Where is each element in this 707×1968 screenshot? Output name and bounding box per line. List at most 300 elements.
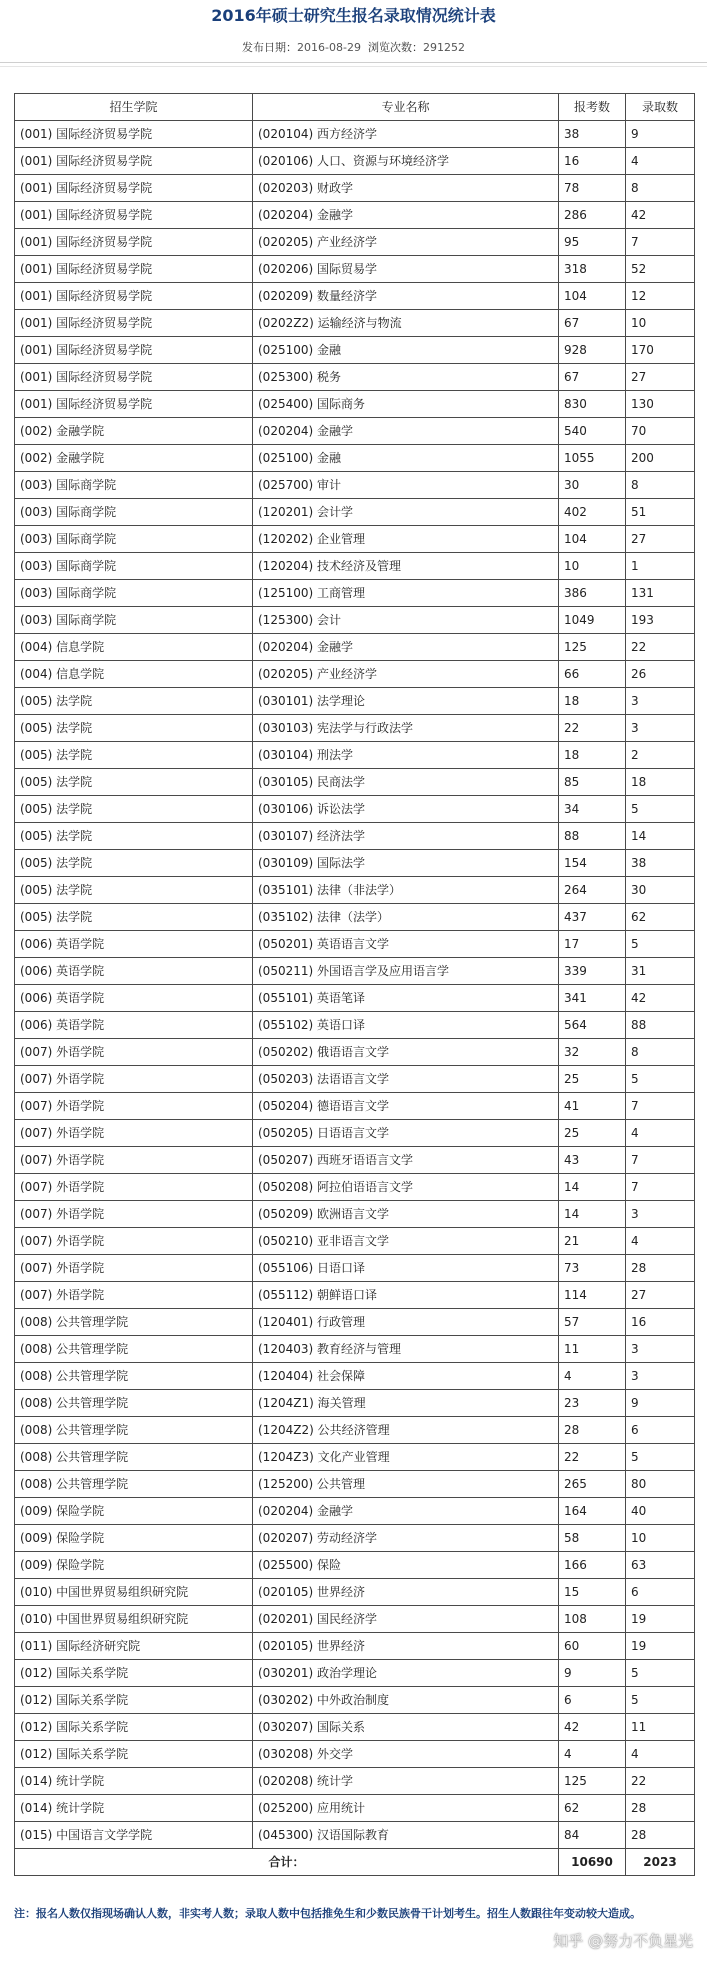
cell-major: (020205) 产业经济学	[253, 229, 559, 256]
cell-major: (020204) 金融学	[253, 418, 559, 445]
cell-admitted: 31	[626, 958, 695, 985]
cell-major: (055101) 英语笔译	[253, 985, 559, 1012]
table-row	[15, 607, 695, 634]
cell-admitted: 131	[626, 580, 695, 607]
published-date: 2016-08-29	[297, 41, 361, 54]
cell-admitted: 19	[626, 1606, 695, 1633]
cell-admitted: 2	[626, 742, 695, 769]
cell-college: (001) 国际经济贸易学院	[15, 175, 253, 202]
cell-applicants: 41	[559, 1093, 626, 1120]
cell-college: (001) 国际经济贸易学院	[15, 121, 253, 148]
table-body	[15, 121, 695, 1849]
cell-applicants: 95	[559, 229, 626, 256]
cell-applicants: 339	[559, 958, 626, 985]
cell-major: (055102) 英语口译	[253, 1012, 559, 1039]
cell-admitted: 5	[626, 1660, 695, 1687]
cell-college: (007) 外语学院	[15, 1120, 253, 1147]
table-row	[15, 1768, 695, 1795]
table-row	[15, 121, 695, 148]
cell-admitted: 4	[626, 148, 695, 175]
table-row	[15, 472, 695, 499]
cell-applicants: 22	[559, 715, 626, 742]
table-row	[15, 1525, 695, 1552]
cell-applicants: 104	[559, 526, 626, 553]
cell-major: (025500) 保险	[253, 1552, 559, 1579]
cell-major: (050211) 外国语言学及应用语言学	[253, 958, 559, 985]
cell-college: (012) 国际关系学院	[15, 1660, 253, 1687]
cell-major: (025400) 国际商务	[253, 391, 559, 418]
cell-major: (025300) 税务	[253, 364, 559, 391]
cell-college: (001) 国际经济贸易学院	[15, 337, 253, 364]
cell-college: (001) 国际经济贸易学院	[15, 310, 253, 337]
cell-college: (004) 信息学院	[15, 634, 253, 661]
divider	[0, 66, 707, 67]
table-row	[15, 310, 695, 337]
cell-applicants: 17	[559, 931, 626, 958]
cell-applicants: 108	[559, 1606, 626, 1633]
cell-admitted: 3	[626, 688, 695, 715]
cell-college: (007) 外语学院	[15, 1039, 253, 1066]
cell-college: (015) 中国语言文学学院	[15, 1822, 253, 1849]
cell-major: (125300) 会计	[253, 607, 559, 634]
table-row	[15, 1417, 695, 1444]
cell-applicants: 18	[559, 742, 626, 769]
watermark: 知乎 @努力不负星光	[553, 1932, 693, 1950]
table-row	[15, 445, 695, 472]
cell-college: (012) 国际关系学院	[15, 1741, 253, 1768]
table-row	[15, 1471, 695, 1498]
cell-major: (120201) 会计学	[253, 499, 559, 526]
cell-admitted: 62	[626, 904, 695, 931]
cell-applicants: 78	[559, 175, 626, 202]
table-row	[15, 688, 695, 715]
total-label: 合计：	[15, 1849, 559, 1876]
cell-admitted: 7	[626, 1147, 695, 1174]
cell-admitted: 12	[626, 283, 695, 310]
column-header-admitted: 录取数	[626, 94, 695, 121]
cell-college: (012) 国际关系学院	[15, 1714, 253, 1741]
cell-applicants: 30	[559, 472, 626, 499]
cell-college: (007) 外语学院	[15, 1228, 253, 1255]
cell-college: (005) 法学院	[15, 904, 253, 931]
cell-major: (050207) 西班牙语语言文学	[253, 1147, 559, 1174]
table-row	[15, 634, 695, 661]
table-row	[15, 1363, 695, 1390]
cell-college: (009) 保险学院	[15, 1525, 253, 1552]
cell-applicants: 15	[559, 1579, 626, 1606]
cell-college: (005) 法学院	[15, 823, 253, 850]
cell-applicants: 286	[559, 202, 626, 229]
cell-college: (006) 英语学院	[15, 958, 253, 985]
cell-applicants: 84	[559, 1822, 626, 1849]
cell-applicants: 34	[559, 796, 626, 823]
cell-college: (009) 保险学院	[15, 1498, 253, 1525]
cell-major: (055112) 朝鲜语口译	[253, 1282, 559, 1309]
cell-applicants: 564	[559, 1012, 626, 1039]
cell-admitted: 130	[626, 391, 695, 418]
cell-major: (020205) 产业经济学	[253, 661, 559, 688]
cell-applicants: 402	[559, 499, 626, 526]
cell-admitted: 170	[626, 337, 695, 364]
table-row	[15, 364, 695, 391]
cell-admitted: 4	[626, 1120, 695, 1147]
cell-applicants: 25	[559, 1066, 626, 1093]
cell-major: (020209) 数量经济学	[253, 283, 559, 310]
published-label: 发布日期：	[242, 41, 298, 54]
cell-admitted: 6	[626, 1579, 695, 1606]
cell-admitted: 28	[626, 1795, 695, 1822]
cell-major: (120204) 技术经济及管理	[253, 553, 559, 580]
table-row	[15, 1795, 695, 1822]
cell-major: (025100) 金融	[253, 337, 559, 364]
cell-college: (001) 国际经济贸易学院	[15, 148, 253, 175]
cell-applicants: 23	[559, 1390, 626, 1417]
cell-college: (005) 法学院	[15, 688, 253, 715]
cell-college: (003) 国际商学院	[15, 580, 253, 607]
table-row	[15, 1174, 695, 1201]
table-row	[15, 931, 695, 958]
cell-major: (030201) 政治学理论	[253, 1660, 559, 1687]
cell-applicants: 67	[559, 364, 626, 391]
table-row	[15, 526, 695, 553]
cell-admitted: 4	[626, 1741, 695, 1768]
cell-admitted: 38	[626, 850, 695, 877]
cell-applicants: 830	[559, 391, 626, 418]
cell-applicants: 16	[559, 148, 626, 175]
cell-admitted: 30	[626, 877, 695, 904]
cell-applicants: 25	[559, 1120, 626, 1147]
cell-applicants: 38	[559, 121, 626, 148]
footnote: 注：报名人数仅指现场确认人数，非实考人数；录取人数中包括推免生和少数民族骨干计划考生。招生人数跟往年变动较大造成。	[14, 1907, 641, 1920]
cell-admitted: 70	[626, 418, 695, 445]
cell-admitted: 200	[626, 445, 695, 472]
table-row	[15, 1039, 695, 1066]
cell-college: (003) 国际商学院	[15, 499, 253, 526]
table-row	[15, 823, 695, 850]
table-row	[15, 877, 695, 904]
table-row	[15, 256, 695, 283]
table-row	[15, 202, 695, 229]
table-row	[15, 1120, 695, 1147]
cell-admitted: 5	[626, 796, 695, 823]
cell-admitted: 10	[626, 1525, 695, 1552]
table-row	[15, 796, 695, 823]
cell-college: (001) 国际经济贸易学院	[15, 364, 253, 391]
cell-major: (120404) 社会保障	[253, 1363, 559, 1390]
cell-major: (050202) 俄语语言文学	[253, 1039, 559, 1066]
table-row	[15, 1012, 695, 1039]
table-row	[15, 850, 695, 877]
page-title: 2016年硕士研究生报名录取情况统计表	[211, 6, 496, 25]
table-row	[15, 1255, 695, 1282]
cell-applicants: 18	[559, 688, 626, 715]
cell-college: (005) 法学院	[15, 877, 253, 904]
cell-college: (002) 金融学院	[15, 418, 253, 445]
cell-major: (125100) 工商管理	[253, 580, 559, 607]
publish-info	[0, 39, 707, 55]
cell-applicants: 73	[559, 1255, 626, 1282]
cell-college: (008) 公共管理学院	[15, 1471, 253, 1498]
cell-major: (030207) 国际关系	[253, 1714, 559, 1741]
cell-admitted: 18	[626, 769, 695, 796]
cell-major: (050205) 日语语言文学	[253, 1120, 559, 1147]
cell-applicants: 62	[559, 1795, 626, 1822]
cell-admitted: 26	[626, 661, 695, 688]
cell-college: (003) 国际商学院	[15, 553, 253, 580]
cell-admitted: 3	[626, 715, 695, 742]
table-row	[15, 958, 695, 985]
table-row	[15, 985, 695, 1012]
cell-college: (007) 外语学院	[15, 1201, 253, 1228]
cell-major: (120401) 行政管理	[253, 1309, 559, 1336]
cell-applicants: 125	[559, 1768, 626, 1795]
cell-major: (0202Z2) 运输经济与物流	[253, 310, 559, 337]
cell-admitted: 42	[626, 202, 695, 229]
cell-major: (1204Z2) 公共经济管理	[253, 1417, 559, 1444]
cell-major: (030105) 民商法学	[253, 769, 559, 796]
table-row	[15, 418, 695, 445]
cell-admitted: 8	[626, 1039, 695, 1066]
cell-college: (003) 国际商学院	[15, 472, 253, 499]
divider	[0, 62, 707, 63]
cell-applicants: 57	[559, 1309, 626, 1336]
cell-college: (001) 国际经济贸易学院	[15, 283, 253, 310]
cell-admitted: 5	[626, 1444, 695, 1471]
cell-major: (020204) 金融学	[253, 202, 559, 229]
cell-applicants: 1049	[559, 607, 626, 634]
table-row	[15, 1444, 695, 1471]
table-row	[15, 337, 695, 364]
cell-admitted: 80	[626, 1471, 695, 1498]
cell-applicants: 154	[559, 850, 626, 877]
cell-major: (020204) 金融学	[253, 634, 559, 661]
cell-college: (008) 公共管理学院	[15, 1309, 253, 1336]
cell-applicants: 43	[559, 1147, 626, 1174]
cell-applicants: 22	[559, 1444, 626, 1471]
cell-admitted: 6	[626, 1417, 695, 1444]
cell-applicants: 28	[559, 1417, 626, 1444]
cell-applicants: 9	[559, 1660, 626, 1687]
cell-applicants: 11	[559, 1336, 626, 1363]
cell-applicants: 6	[559, 1687, 626, 1714]
table-row	[15, 1066, 695, 1093]
cell-major: (020105) 世界经济	[253, 1579, 559, 1606]
cell-applicants: 42	[559, 1714, 626, 1741]
cell-admitted: 19	[626, 1633, 695, 1660]
cell-college: (014) 统计学院	[15, 1795, 253, 1822]
cell-admitted: 16	[626, 1309, 695, 1336]
cell-major: (1204Z3) 文化产业管理	[253, 1444, 559, 1471]
cell-applicants: 125	[559, 634, 626, 661]
cell-major: (025100) 金融	[253, 445, 559, 472]
table-row	[15, 1714, 695, 1741]
cell-admitted: 3	[626, 1201, 695, 1228]
cell-applicants: 164	[559, 1498, 626, 1525]
cell-major: (020204) 金融学	[253, 1498, 559, 1525]
cell-major: (030109) 国际法学	[253, 850, 559, 877]
cell-applicants: 540	[559, 418, 626, 445]
table-row	[15, 1822, 695, 1849]
cell-applicants: 265	[559, 1471, 626, 1498]
cell-major: (020208) 统计学	[253, 1768, 559, 1795]
cell-college: (005) 法学院	[15, 742, 253, 769]
cell-college: (011) 国际经济研究院	[15, 1633, 253, 1660]
cell-admitted: 5	[626, 1687, 695, 1714]
table-row	[15, 1741, 695, 1768]
table-row	[15, 1633, 695, 1660]
table-row	[15, 1390, 695, 1417]
cell-applicants: 66	[559, 661, 626, 688]
admissions-table	[14, 93, 695, 1876]
cell-admitted: 5	[626, 1066, 695, 1093]
cell-major: (020206) 国际贸易学	[253, 256, 559, 283]
cell-college: (012) 国际关系学院	[15, 1687, 253, 1714]
cell-applicants: 318	[559, 256, 626, 283]
table-row	[15, 283, 695, 310]
cell-college: (003) 国际商学院	[15, 526, 253, 553]
table-row	[15, 1228, 695, 1255]
table-row	[15, 1309, 695, 1336]
cell-admitted: 22	[626, 634, 695, 661]
cell-applicants: 4	[559, 1363, 626, 1390]
column-header-college: 招生学院	[15, 94, 253, 121]
cell-college: (007) 外语学院	[15, 1174, 253, 1201]
table-row	[15, 1093, 695, 1120]
views-label: 浏览次数：	[367, 41, 423, 54]
cell-admitted: 22	[626, 1768, 695, 1795]
cell-admitted: 5	[626, 931, 695, 958]
cell-applicants: 21	[559, 1228, 626, 1255]
cell-major: (050203) 法语语言文学	[253, 1066, 559, 1093]
cell-college: (007) 外语学院	[15, 1066, 253, 1093]
cell-admitted: 28	[626, 1822, 695, 1849]
cell-major: (030101) 法学理论	[253, 688, 559, 715]
cell-college: (007) 外语学院	[15, 1093, 253, 1120]
cell-major: (045300) 汉语国际教育	[253, 1822, 559, 1849]
table-row	[15, 1147, 695, 1174]
table-row	[15, 904, 695, 931]
cell-major: (020201) 国民经济学	[253, 1606, 559, 1633]
cell-applicants: 104	[559, 283, 626, 310]
cell-college: (008) 公共管理学院	[15, 1417, 253, 1444]
table-row	[15, 1282, 695, 1309]
cell-applicants: 60	[559, 1633, 626, 1660]
cell-college: (006) 英语学院	[15, 931, 253, 958]
cell-admitted: 3	[626, 1336, 695, 1363]
table-row	[15, 553, 695, 580]
cell-college: (007) 外语学院	[15, 1147, 253, 1174]
cell-admitted: 3	[626, 1363, 695, 1390]
cell-college: (001) 国际经济贸易学院	[15, 256, 253, 283]
cell-college: (008) 公共管理学院	[15, 1336, 253, 1363]
table-row	[15, 175, 695, 202]
cell-admitted: 27	[626, 364, 695, 391]
table-row	[15, 1498, 695, 1525]
cell-admitted: 27	[626, 1282, 695, 1309]
cell-major: (125200) 公共管理	[253, 1471, 559, 1498]
cell-major: (020104) 西方经济学	[253, 121, 559, 148]
total-applicants: 10690	[559, 1849, 626, 1876]
cell-college: (009) 保险学院	[15, 1552, 253, 1579]
column-header-applicants: 报考数	[559, 94, 626, 121]
table-row	[15, 1660, 695, 1687]
cell-major: (030208) 外交学	[253, 1741, 559, 1768]
table-row	[15, 499, 695, 526]
total-admitted: 2023	[626, 1849, 695, 1876]
column-header-major: 专业名称	[253, 94, 559, 121]
cell-applicants: 85	[559, 769, 626, 796]
cell-major: (050210) 亚非语言文学	[253, 1228, 559, 1255]
cell-college: (007) 外语学院	[15, 1282, 253, 1309]
cell-college: (007) 外语学院	[15, 1255, 253, 1282]
table-row	[15, 1687, 695, 1714]
cell-applicants: 437	[559, 904, 626, 931]
cell-admitted: 7	[626, 229, 695, 256]
cell-college: (001) 国际经济贸易学院	[15, 391, 253, 418]
cell-admitted: 1	[626, 553, 695, 580]
cell-college: (002) 金融学院	[15, 445, 253, 472]
cell-applicants: 928	[559, 337, 626, 364]
cell-major: (030107) 经济法学	[253, 823, 559, 850]
cell-major: (030104) 刑法学	[253, 742, 559, 769]
cell-admitted: 28	[626, 1255, 695, 1282]
total-row	[15, 1849, 695, 1876]
cell-applicants: 341	[559, 985, 626, 1012]
cell-college: (004) 信息学院	[15, 661, 253, 688]
cell-admitted: 193	[626, 607, 695, 634]
cell-admitted: 9	[626, 1390, 695, 1417]
cell-college: (008) 公共管理学院	[15, 1390, 253, 1417]
cell-admitted: 8	[626, 175, 695, 202]
cell-major: (035102) 法律（法学）	[253, 904, 559, 931]
cell-applicants: 10	[559, 553, 626, 580]
cell-major: (050204) 德语语言文学	[253, 1093, 559, 1120]
cell-college: (005) 法学院	[15, 715, 253, 742]
cell-major: (025200) 应用统计	[253, 1795, 559, 1822]
cell-admitted: 63	[626, 1552, 695, 1579]
cell-major: (030103) 宪法学与行政法学	[253, 715, 559, 742]
cell-applicants: 166	[559, 1552, 626, 1579]
table-row	[15, 1606, 695, 1633]
table-row	[15, 769, 695, 796]
cell-admitted: 8	[626, 472, 695, 499]
cell-college: (001) 国际经济贸易学院	[15, 202, 253, 229]
table-row	[15, 661, 695, 688]
table-row	[15, 580, 695, 607]
cell-applicants: 32	[559, 1039, 626, 1066]
cell-college: (008) 公共管理学院	[15, 1444, 253, 1471]
cell-admitted: 88	[626, 1012, 695, 1039]
views-count: 291252	[422, 41, 465, 54]
cell-applicants: 4	[559, 1741, 626, 1768]
cell-applicants: 386	[559, 580, 626, 607]
cell-college: (003) 国际商学院	[15, 607, 253, 634]
cell-major: (050209) 欧洲语言文学	[253, 1201, 559, 1228]
cell-college: (008) 公共管理学院	[15, 1363, 253, 1390]
cell-applicants: 14	[559, 1174, 626, 1201]
cell-major: (030106) 诉讼法学	[253, 796, 559, 823]
cell-applicants: 88	[559, 823, 626, 850]
cell-applicants: 1055	[559, 445, 626, 472]
cell-admitted: 52	[626, 256, 695, 283]
cell-major: (020207) 劳动经济学	[253, 1525, 559, 1552]
cell-major: (030202) 中外政治制度	[253, 1687, 559, 1714]
table-header-row	[15, 94, 695, 121]
cell-admitted: 40	[626, 1498, 695, 1525]
cell-college: (001) 国际经济贸易学院	[15, 229, 253, 256]
cell-major: (050201) 英语语言文学	[253, 931, 559, 958]
cell-admitted: 7	[626, 1093, 695, 1120]
